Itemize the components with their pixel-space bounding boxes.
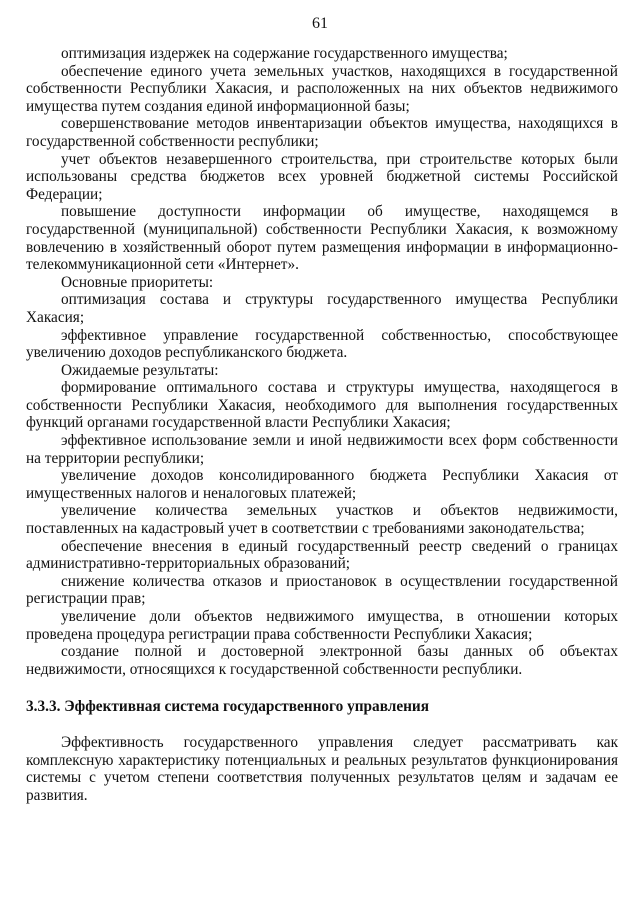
page-number: 61 bbox=[312, 15, 328, 32]
paragraph: оптимизация состава и структуры государственного имущества Республики Хакасия; bbox=[26, 291, 618, 326]
paragraph: Основные приоритеты: bbox=[61, 273, 214, 291]
paragraph: эффективное использование земли и иной недвижимости всех форм собственности на территории республики; bbox=[26, 432, 618, 467]
paragraph: обеспечение внесения в единый государственный реестр сведений о границах административно-территориальных образований; bbox=[26, 537, 618, 573]
paragraph: увеличение доли объектов недвижимого имущества, в отношении которых проведена процедура регистрации права собственности Республики Хакасия; bbox=[26, 608, 618, 643]
paragraph: эффективное управление государственной собственностью, способствующее увеличению доходов республиканского бюджета. bbox=[26, 326, 618, 362]
paragraph: формирование оптимального состава и структуры имущества, находящегося в собственности Республики Хакасия, необходимого для выполнения государственных функций органами государственной власти Республики Хакасия; bbox=[26, 379, 618, 432]
paragraph: оптимизация издержек на содержание государственного имущества; bbox=[61, 45, 508, 62]
paragraph: увеличение количества земельных участков и объектов недвижимости, поставленных на кадастровый учет в соответствии с требованиями законодательства; bbox=[26, 502, 618, 538]
paragraph: снижение количества отказов и приостановок в осуществлении государственной регистрации прав; bbox=[26, 572, 618, 608]
paragraph: Ожидаемые результаты: bbox=[61, 361, 219, 379]
paragraph: обеспечение единого учета земельных участков, находящихся в государственной собственности Республики Хакасия, и расположенных на них объектов недвижимого имущества путем создания единой информационной базы; bbox=[26, 62, 618, 115]
paragraph: увеличение доходов консолидированного бюджета Республики Хакасия от имущественных налогов и неналоговых платежей; bbox=[26, 467, 618, 502]
paragraph: повышение доступности информации об имуществе, находящемся в государственной (муниципальной) собственности Республики Хакасия, к возможному вовлечению в хозяйственный оборот путем размещения информации в информационно-телекоммуникационной сети «Интернет». bbox=[26, 203, 618, 274]
paragraph: учет объектов незавершенного строительства, при строительстве которых были использованы средства бюджетов всех уровней бюджетной системы Российской Федерации; bbox=[26, 150, 618, 203]
paragraph: совершенствование методов инвентаризации объектов имущества, находящихся в государственной собственности республики; bbox=[26, 115, 618, 150]
section-heading: 3.3.3. Эффективная система государственного управления bbox=[26, 698, 430, 716]
document-body bbox=[26, 45, 618, 804]
paragraph: создание полной и достоверной электронной базы данных об объектах недвижимости, относящихся к государственной собственности республики. bbox=[26, 643, 618, 678]
paragraph: Эффективность государственного управления следует рассматривать как комплексную характеристику потенциальных и реальных результатов функционирования системы с учетом степени соответствия полученных результатов целям и задачам ее развития. bbox=[26, 733, 618, 804]
